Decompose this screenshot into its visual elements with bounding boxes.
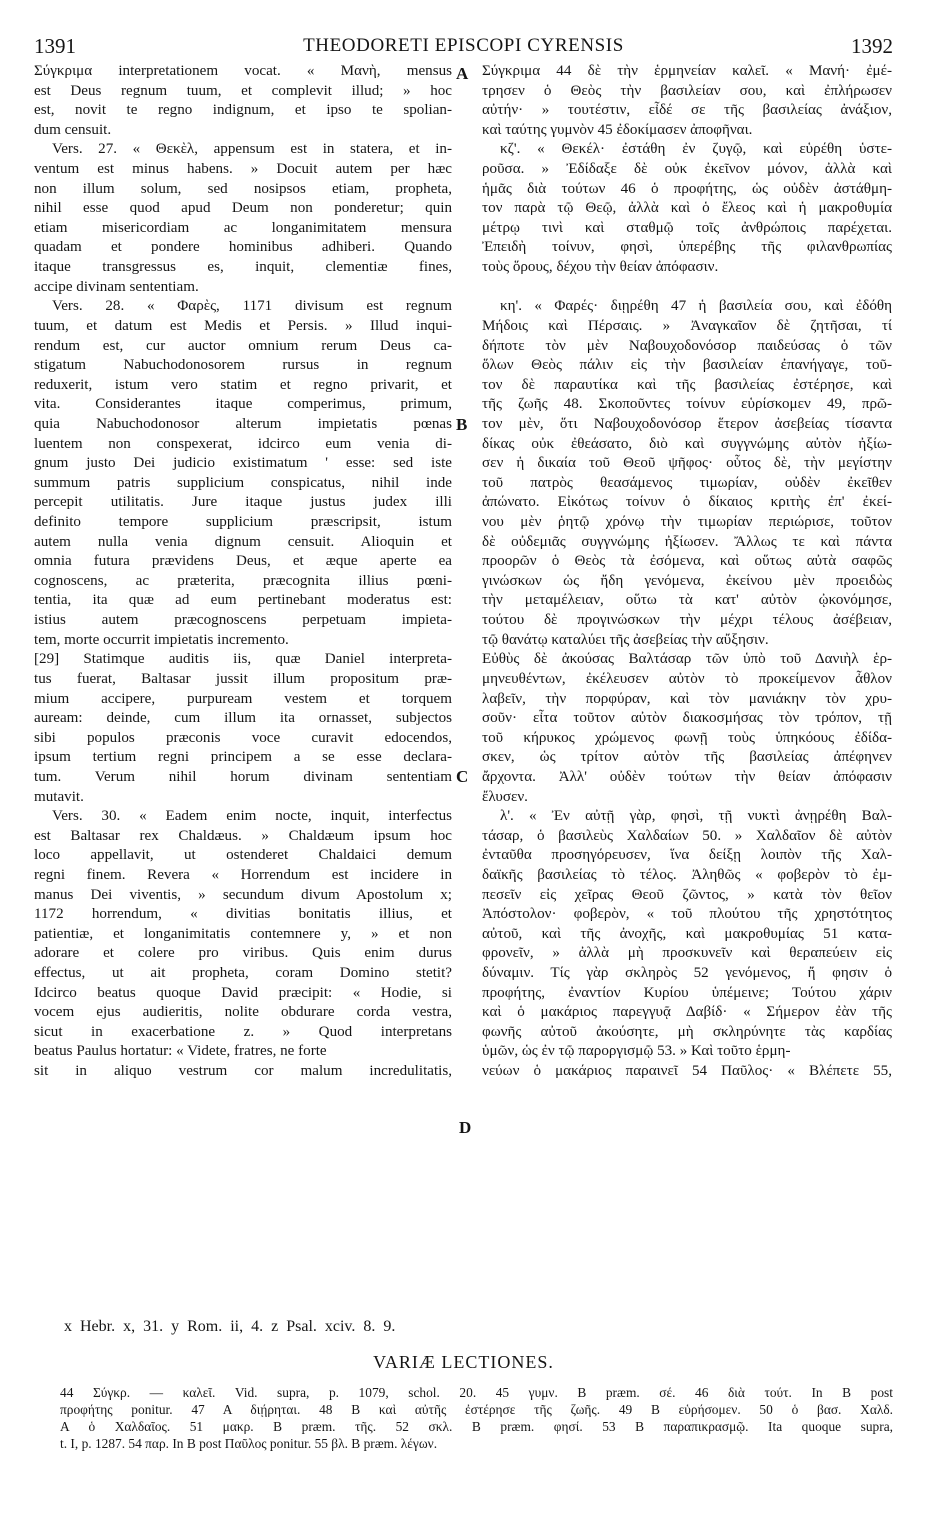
text-line: Ἀπόστολον· φοβερὸν, « τοῦ πλούτου τῆς χρηστότητος (482, 906, 892, 923)
text-line: mutavit. (34, 788, 84, 805)
text-line: Σύγκριμα 44 δὲ τὴν ἑρμηνείαν καλεῖ. « Μανή· ἐμέ- (482, 63, 892, 79)
text-line: itaque transgressus es, inquit, clementiæ fines, (34, 259, 452, 276)
text-line: Ἐπειδὴ τοίνυν, φησὶ, ὑπερέβης τῆς φιλανθρωπίας (482, 239, 892, 256)
text-line: δὲ οὐδεμιᾶς συγγνώμης ἠξίωσεν. Ἄλλως τε καὶ πάντα (482, 533, 892, 550)
text-line: nihil esse quod apud Deum non ponderetur; quin (34, 200, 452, 217)
variant-note-line: 44 Σύγκρ. — καλεῖ. Vid. supra, p. 1079, schol. 20. 45 γυμν. B præm. σέ. 46 διὰ τούτ. In B post (60, 1385, 893, 1400)
text-line: πεσεῖν εἰς χεῖρας Θεοῦ ζῶντος, » κατὰ τὸν θεῖον (482, 886, 892, 903)
text-line: τρησεν ὁ Θεὸς τὴν βασιλείαν σου, καὶ ἐπλήρωσεν (482, 82, 892, 99)
variae-lectiones-heading: VARIÆ LECTIONES. (373, 1352, 554, 1372)
text-line: cognoscens, ac præterita, præcognita illius pœni- (34, 572, 452, 589)
text-line: percepit utilitatis. Jure itaque justus judex illi (34, 494, 452, 511)
text-line: ὅλων Θεὸς πάλιν εἰς τὴν βασιλείαν ἐπανήγαγε, τοῦ- (482, 357, 892, 374)
greek-column (482, 62, 892, 1082)
text-line: αὐτοῦ, καὶ τῆς ἀνοχῆς, καὶ μακροθυμίας 51 κατα- (482, 925, 892, 942)
text-line: rendum est, cur auctor omnium rerum Deus ca- (34, 337, 452, 354)
section-marker-b: B (456, 415, 468, 434)
text-line: loco appellavit, ut ostenderet Chaldaici demum (34, 847, 452, 864)
text-line: νου μὲν ῥητῷ χρόνῳ τὴν τιμωρίαν περιώρισε, τοῦτον (482, 514, 892, 531)
text-line: Εὐθὺς δὲ ἀκούσας Βαλτάσαρ τῶν ὑπὸ τοῦ Δανιὴλ ἑρ- (482, 651, 892, 668)
section-marker-c: C (456, 767, 469, 786)
text-line: autem nulla venia dignum censuit. Alioquin et (34, 533, 452, 550)
text-line: τούτου δὲ προγινώσκων τὴν μέχρι τέλους ἀσέβειαν, (482, 612, 892, 629)
page-header (34, 34, 893, 64)
text-line: tuum, et datum est Medis et Persis. » Illud inqui- (34, 317, 452, 334)
text-line: τον δὲ παραυτίκα καὶ τῆς βασιλείας ἐστέρησε, καὶ (482, 376, 892, 393)
text-line: [29] Statimque auditis iis, quæ Daniel interpreta- (34, 651, 452, 668)
text-line: ἀπώνατο. Εἰκότως τοίνυν ὁ δίκαιος κριτὴς ἐπ' ἐκεί- (482, 494, 892, 511)
text-line: αὐτήν· » τουτέστιν, εἶδέ σε τῆς βασιλείας ἀνάξιον, (482, 102, 892, 119)
text-line: regni finem. Revera « Horrendum est incidere in (34, 866, 452, 883)
text-line: gnum justo Dei judicio existimatum ' esse: sed iste (34, 455, 452, 472)
text-line: summum patris supplicium conspicatus, nihil inde (34, 474, 452, 491)
text-line: σοῦν· εἶτα τοῦτον αὐτὸν διακοσμήσας τὸν τρόπον, τῇ (482, 710, 892, 727)
text-line: patientiæ, et longanimitatis contemnere y, » et non (34, 925, 452, 942)
text-line: ipsum tertium regni principem a se esse declara- (34, 749, 452, 766)
text-line: καὶ ὁ μακάριος παρεγγυᾷ Δαβίδ· « Σήμερον ἐὰν τῆς (482, 1004, 892, 1021)
text-line: tentia, ita quæ ad eum pertinebant moderatus est: (34, 592, 452, 609)
text-line: λ'. « Ἐν αὐτῇ γὰρ, φησὶ, τῇ νυκτὶ ἀνῃρέθη Βαλ- (500, 808, 892, 825)
text-line: ventum est minus habens. » Docuit autem per hæc (34, 161, 452, 178)
text-line: ροῦσα. » Ἐδίδαξε δὲ οὐκ ἐκεῖνον μόνον, ἀλλὰ καὶ (482, 161, 892, 178)
text-line: τοὺς ὅρους, δέχου τὴν θείαν ἀπόφασιν. (482, 259, 719, 276)
text-line: vita. Considerantes itaque comperimus, primum, (34, 396, 452, 413)
text-line: τοῦ κήρυκος χρώμενος φωνῇ τοὺς ὑπηκόους ἐδίδα- (482, 729, 892, 746)
footnote-references: x Hebr. x, 31. y Rom. ii, 4. z Psal. xciv. 8. 9. (64, 1318, 396, 1335)
text-line: φωνῆς αὐτοῦ ἀκούσητε, μὴ σκληρύνητε τὰς καρδίας (482, 1023, 892, 1040)
text-line: tus fuerat, Baltasar jussit illum propositum præ- (34, 670, 452, 687)
text-line: effectus, ut ait propheta, coram Domino stetit? (34, 965, 452, 982)
text-line: manus Dei viventis, » secundum divum Apostolum x; (34, 886, 452, 903)
text-line: προφήτης, ἐναντίον Κυρίου ὑπέμεινε; Τούτου χάριν (482, 984, 892, 1001)
text-line: sit in aliquo vestrum cor malum incredulitatis, (34, 1063, 452, 1080)
text-line: κη'. « Φαρές· διῃρέθη 47 ἡ βασιλεία σου, καὶ ἐδόθη (500, 298, 892, 315)
text-line: καὶ ταύτης γυμνὸν 45 ἐδοκίμασεν ἀποφῆναι. (482, 121, 753, 138)
text-line: δύναμιν. Τίς γὰρ σκληρὸς 52 γενόμενος, ἤ φησιν ὁ (482, 965, 892, 982)
text-line: quia Nabuchodonosor alterum impietatis pœnas (34, 415, 452, 432)
text-line: est Deus regnum tuum, et complevit illud; » hoc (34, 82, 452, 99)
text-line: νεύων ὁ μακάριος παραινεῖ 54 Παῦλος· « Βλέπετε 55, (482, 1063, 892, 1080)
text-line: 1172 horrendum, « divitias bonitatis illius, et (34, 906, 452, 923)
text-line: δήποτε τὸν μὲν Ναβουχοδονόσορ παιδεύσας ὁ τῶν (482, 337, 892, 354)
text-line: τάσαρ, ὁ βασιλεὺς Χαλδαίων 50. » Χαλδαῖον δὲ αὐτὸν (482, 827, 892, 844)
text-line: tum. Verum nihil horum divinam sententiam (34, 768, 452, 785)
text-line: vocem ejus audieritis, nolite obdurare corda vestra, (34, 1004, 452, 1021)
text-line: μηνευθέντων, ἐκέλευσεν αὐτὸν τὸ προκείμενον ἆθλον (482, 670, 892, 687)
text-line: beatus Paulus hortatur: « Videte, fratres, ne forte (34, 1043, 327, 1060)
text-line: δαϊκῆς βασιλείας τὸ τέλος. Ἀληθῶς « φοβερὸν τὸ ἐμ- (482, 866, 892, 883)
text-line: Μήδοις καὶ Πέρσαις. » Ἀναγκαῖον δὲ ζητῆσαι, τί (482, 317, 892, 334)
text-line: τον μὲν, ὅτι Ναβουχοδονόσορ ἕτερον ἀσεβείας τίσαντα (482, 415, 892, 432)
text-line: adorare et colere pro viribus. Quis enim durus (34, 945, 452, 962)
text-line: γινώσκων ὡς ἤδη γενόμενα, ἐκείνου μὲν προειδὼς (482, 572, 892, 589)
text-line: Σύγκριμα interpretationem vocat. « Μανὴ, mensus (34, 63, 452, 79)
text-line (482, 278, 892, 298)
text-line: Idcirco beatus quoque David præcipit: « Hodie, si (34, 984, 452, 1001)
text-line: sibi populos præconis voce curavit edocendos, (34, 729, 452, 746)
text-line: ἄρχοντα. Ἀλλ' οὐδὲν τούτων τὴν θείαν ἀπόφασιν (482, 768, 892, 785)
text-line: κζ'. « Θεκέλ· ἐστάθη ἐν ζυγῷ, καὶ εὑρέθη ὑστε- (500, 141, 892, 158)
text-line: μέτρῳ τινὶ καὶ σταθμῷ τοῖς ἀνθρώποις παρέχεται. (482, 219, 892, 236)
variant-note-line: προφήτης ponitur. 47 A διῄρηται. 48 B καὶ αὐτῆς ἐστέρησε τῆς ζωῆς. 49 B εὑρήσομεν. 50 ὁ βασ. Χαλδ. (60, 1402, 893, 1417)
text-line: Vers. 28. « Φαρὲς, 1171 divisum est regnum (52, 298, 452, 315)
latin-column (34, 62, 452, 1082)
text-line: προορῶν ὁ Θεὸς τὰ ἐσόμενα, καὶ οὕτως αὐτὰ σαφῶς (482, 553, 892, 570)
text-line: Vers. 30. « Eadem enim nocte, inquit, interfectus (52, 808, 452, 825)
variae-lectiones-notes (60, 1384, 893, 1452)
text-line: dum censuit. (34, 121, 112, 138)
text-line: τὴν μεταμέλειαν, οὕτω τὰ κατ' αὐτὸν ᾠκονόμησε, (482, 592, 892, 609)
text-line: definito tempore supplicium præscripsit, istum (34, 514, 452, 531)
variant-note-line: A ὁ Χαλδαῖος. 51 μακρ. B præm. τῆς. 52 σκλ. B præm. φησί. 53 B παραπικρασμῷ. Ita quoque supra, (60, 1419, 893, 1434)
text-line: est Baltasar rex Chaldæus. » Chaldæum ipsum hoc (34, 827, 452, 844)
text-line: accipe divinam sententiam. (34, 278, 199, 295)
text-line: σεν ἡ δικαία τοῦ Θεοῦ ψῆφος· οὗτος δὲ, τὴν μεγίστην (482, 455, 892, 472)
text-line: istius autem præcognoscens perpetuam impieta- (34, 612, 452, 629)
text-line: σκεν, ὡς τρίτον αὐτὸν τῆς βασιλείας ἀπέφηνεν (482, 749, 892, 766)
text-line: τον παρὰ τῷ Θεῷ, ἀλλὰ καὶ ὁ ἔλεος καὶ ἡ μακροθυμία (482, 200, 892, 217)
text-line: δίκας οὐκ ἐθεάσατο, διὸ καὶ συγγνώμης αὐτὸν ἠξίω- (482, 435, 892, 452)
text-line: τῷ θανάτῳ καταλύει τῆς ἀσεβείας τὴν αὔξησιν. (482, 631, 769, 648)
text-line: τοῦ πατρὸς θεασάμενος τιμωρίαν, οὐδὲν ἐκεῖθεν (482, 474, 892, 491)
section-marker-a: A (456, 64, 469, 83)
text-line: quadam et pondere hominibus adhiberi. Quando (34, 239, 452, 256)
running-title: THEODORETI EPISCOPI CYRENSIS (303, 35, 624, 56)
text-line: tem, morte occurrit impietatis incremento. (34, 631, 289, 648)
section-marker-d: D (459, 1118, 472, 1137)
text-line: τῆς ζωῆς 48. Σκοποῦντες τοίνυν εὑρίσκομεν 49, πρῶ- (482, 396, 892, 413)
text-line: φρονεῖν, » ἀλλὰ μὴ προσκυνεῖν καὶ θεραπεύειν εἰς (482, 945, 892, 962)
text-line: luentem non conspexerat, idcirco eum venia di- (34, 435, 452, 452)
variant-note-line: t. I, p. 1287. 54 παρ. In B post Παῦλος ponitur. 55 βλ. B præm. λέγων. (60, 1436, 438, 1451)
text-line: etiam misericordiam ac longanimitatem mensura (34, 219, 452, 236)
text-line: est, novit te regno indignum, et ipso te spolian- (34, 102, 452, 119)
text-line: ἔλυσεν. (482, 788, 528, 805)
text-line: λαβεῖν, τὴν πορφύραν, καὶ τὸν μανιάκην τὸν χρυ- (482, 690, 892, 707)
text-line: ἐνταῦθα προσηγόρευσεν, ἵνα δείξῃ λοιπὸν τῆς Χαλ- (482, 847, 892, 864)
text-line: non illum solum, sed nosipsos etiam, propheta, (34, 180, 452, 197)
text-line: omnia futura prævidens Deus, et æque aperte ea (34, 553, 452, 570)
page-number-right: 1392 (851, 34, 893, 58)
text-line: reduxerit, istum vero statim et regno privarit, et (34, 376, 452, 393)
text-line: Vers. 27. « Θεκὲλ, appensum est in statera, et in- (52, 141, 452, 158)
page-number-left: 1391 (34, 34, 76, 58)
text-line: ἡμᾶς διὰ τούτων 46 ὁ προφήτης, ὡς οὐδὲν ἀστάθμη- (482, 180, 892, 197)
text-line: sicut in exacerbatione z. » Quod interpretans (34, 1023, 452, 1040)
text-line: mium accipere, purpuream vestem et torquem (34, 690, 452, 707)
text-line: ὑμῶν, ὡς ἐν τῷ παροργισμῷ 53. » Καὶ τοῦτο ἑρμη- (482, 1043, 791, 1060)
text-line: auream: deinde, cum illum ita ornasset, subjectos (34, 710, 452, 727)
text-line: stigatum Nabuchodonosorem rursus in regnum (34, 357, 452, 374)
